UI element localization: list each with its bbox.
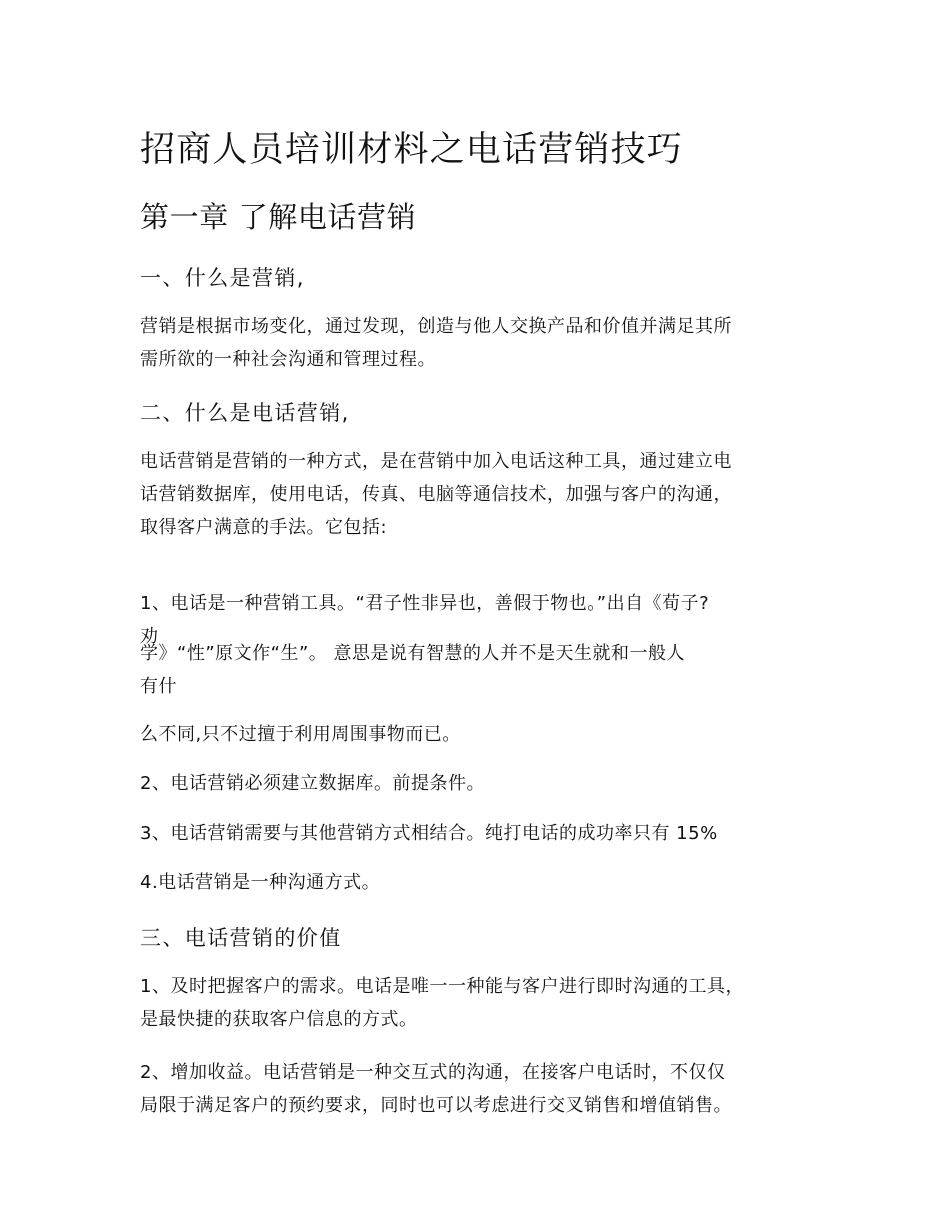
paragraph-line: 营销是根据市场变化，通过发现，创造与他人交换产品和价值并满足其所	[140, 316, 732, 337]
paragraph	[140, 310, 732, 376]
paragraph-line: 局限于满足客户的预约要求，同时也可以考虑进行交叉销售和增值销售。	[140, 1095, 732, 1116]
chapter-heading: 第一章 了解电话营销	[140, 200, 417, 234]
paragraph-line: 1、电话是一种营销工具。“君子性非异也，善假于物也。”出自《荀子?	[140, 593, 710, 614]
paragraph-line: 是最快捷的获取客户信息的方式。	[140, 1009, 418, 1030]
paragraph-line: 电话营销是营销的一种方式，是在营销中加入电话这种工具，通过建立电	[140, 451, 732, 472]
paragraph-line: 取得客户满意的手法。它包括:	[140, 517, 388, 538]
paragraph	[140, 445, 732, 544]
paragraph-line: 2、增加收益。电话营销是一种交互式的沟通，在接客户电话时，不仅仅	[140, 1062, 726, 1083]
list-item	[140, 817, 718, 850]
paragraph-line: 么不同,只不过擅于利用周围事物而已。	[140, 724, 461, 745]
list-item	[140, 866, 380, 899]
paragraph	[140, 718, 461, 751]
paragraph-line: 需所欲的一种社会沟通和管理过程。	[140, 349, 436, 370]
list-item	[140, 970, 744, 1036]
paragraph-line: 3、电话营销需要与其他营销方式相结合。纯打电话的成功率只有 15%	[140, 823, 718, 844]
paragraph-line: 劝	[140, 626, 159, 647]
paragraph-line: 2、电话营销必须建立数据库。前提条件。	[140, 773, 485, 794]
paragraph-line: 1、及时把握客户的需求。电话是唯一一种能与客户进行即时沟通的工具，	[140, 976, 744, 997]
paragraph	[140, 637, 685, 703]
paragraph-line: 4.电话营销是一种沟通方式。	[140, 872, 381, 893]
section-heading-value-of-telemarketing: 三、电话营销的价值	[140, 926, 342, 950]
list-item	[140, 767, 485, 800]
list-item	[140, 1056, 732, 1122]
document-title: 招商人员培训材料之电话营销技巧	[140, 130, 684, 170]
paragraph-line: 话营销数据库，使用电话，传真、电脑等通信技术，加强与客户的沟通，	[140, 484, 732, 505]
paragraph-line: 学》“性”原文作“生”。 意思是说有智慧的人并不是天生就和一般人	[140, 643, 686, 664]
section-heading-what-is-telemarketing: 二、什么是电话营销,	[140, 401, 350, 425]
paragraph-line: 有什	[140, 676, 177, 697]
section-heading-what-is-marketing: 一、什么是营销,	[140, 266, 305, 290]
